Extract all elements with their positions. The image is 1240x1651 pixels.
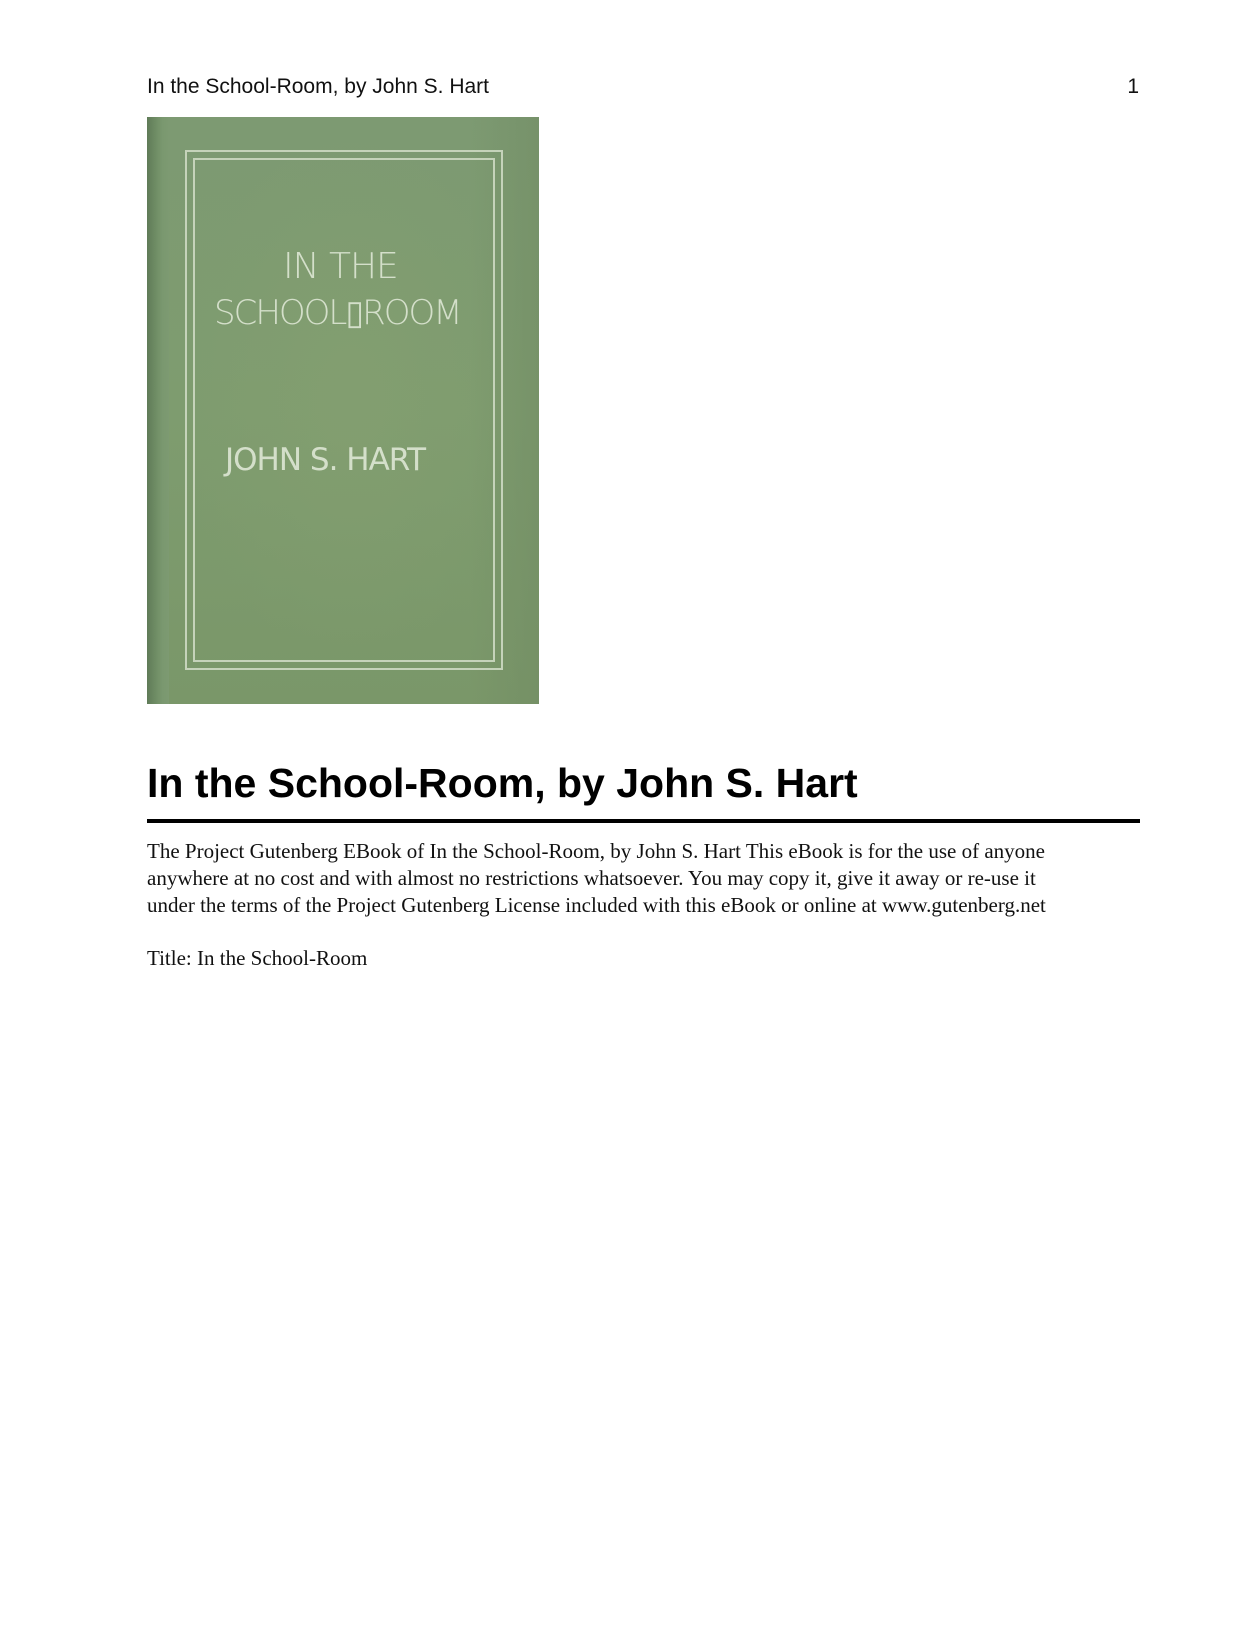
- intro-line: anywhere at no cost and with almost no restrictions whatsoever. You may copy it, give it away or re-use it: [147, 866, 1036, 890]
- running-header: [147, 72, 1139, 102]
- intro-line: under the terms of the Project Gutenberg License included with this eBook or online at www.gutenberg.net: [147, 893, 1046, 917]
- intro-line: The Project Gutenberg EBook of In the School-Room, by John S. Hart This eBook is for the use of anyone: [147, 839, 1046, 863]
- running-title: In the School-Room, by John S. Hart: [147, 75, 489, 98]
- cover-spine: [147, 117, 169, 704]
- intro-paragraph: [147, 838, 1147, 919]
- document-title: In the School-Room, by John S. Hart: [147, 760, 858, 806]
- book-cover-image: [147, 117, 539, 704]
- title-field: Title: In the School-Room: [147, 946, 368, 970]
- cover-title: [207, 244, 507, 336]
- cover-frame-inner: [193, 158, 495, 662]
- cover-title-line1: IN THE: [283, 246, 398, 287]
- page-number: 1: [1127, 75, 1139, 98]
- cover-title-line2: SCHOOL▯ROOM: [214, 293, 461, 333]
- cover-author: JOHN S. HART: [225, 442, 426, 478]
- title-divider: [147, 819, 1140, 823]
